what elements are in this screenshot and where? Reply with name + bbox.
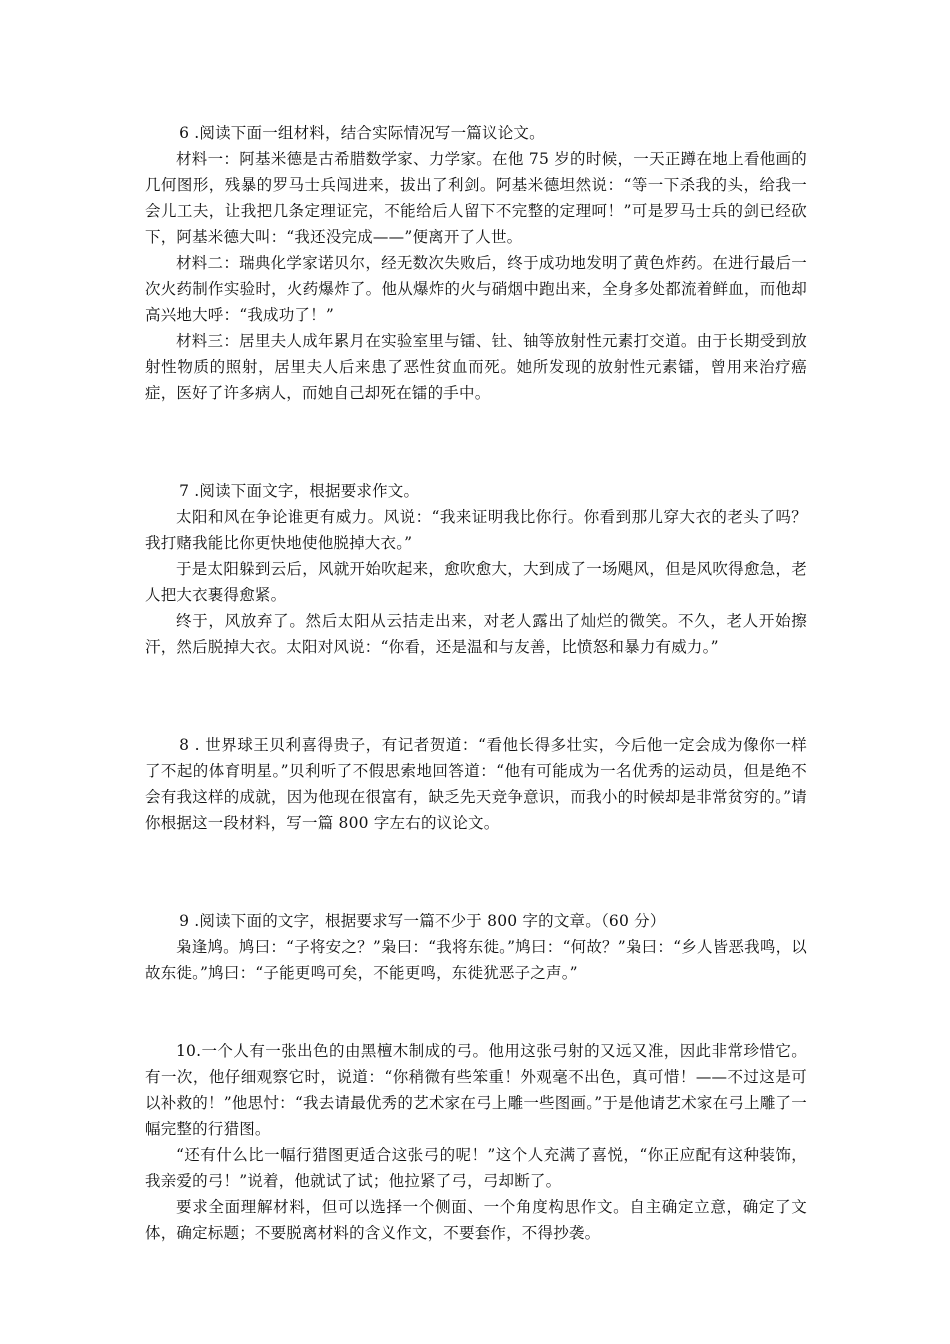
question-10 — [145, 1038, 807, 1246]
question-7-prompt: 7 .阅读下面文字，根据要求作文。 — [179, 482, 420, 500]
document-page — [145, 120, 807, 1246]
question-6-material-1: 材料一：阿基米德是古希腊数学家、力学家。在他 75 岁的时候，一天正蹲在地上看他画的几何图形，残暴的罗马士兵闯进来，拔出了利剑。阿基米德坦然说：“等一下杀我的头，给我一会儿工夫，让我把几条定理证完，不能给后人留下不完整的定理呵！”可是罗马士兵的剑已经砍下，阿基米德大叫：“我还没完成——”便离开了人世。 — [145, 150, 807, 246]
question-7-paragraph-3: 终于，风放弃了。然后太阳从云拮走出来，对老人露出了灿烂的微笑。不久，老人开始擦汗，然后脱掉大衣。太阳对风说：“你看，还是温和与友善，比愤怒和暴力有威力。” — [145, 612, 807, 656]
question-7 — [145, 478, 807, 660]
question-10-requirements: 要求全面理解材料，但可以选择一个侧面、一个角度构思作文。自主确定立意，确定了文体，确定标题；不要脱离材料的含义作文，不要套作，不得抄袭。 — [145, 1198, 807, 1242]
question-10-paragraph-2: “还有什么比一幅行猎图更适合这张弓的呢！”这个人充满了喜悦，“你正应配有这种装饰，我亲爱的弓！”说着，他就试了试；他拉紧了弓，弓却断了。 — [145, 1146, 807, 1190]
question-6-prompt: 6 .阅读下面一组材料，结合实际情况写一篇议论文。 — [179, 124, 545, 142]
question-7-paragraph-1: 太阳和风在争论谁更有威力。风说：“我来证明我比你行。你看到那儿穿大衣的老头了吗？我打赌我能比你更快地使他脱掉大衣。” — [145, 508, 807, 552]
question-6-material-2: 材料二：瑞典化学家诺贝尔，经无数次失败后，终于成功地发明了黄色炸药。在进行最后一次火药制作实验时，火药爆炸了。他从爆炸的火与硝烟中跑出来，全身多处都流着鲜血，而他却高兴地大呼：“我成功了！” — [145, 254, 807, 324]
question-6-material-3: 材料三：居里夫人成年累月在实验室里与镭、钍、铀等放射性元素打交道。由于长期受到放射性物质的照射，居里夫人后来患了恶性贫血而死。她所发现的放射性元素镭，曾用来治疗癌症，医好了许多病人，而她自己却死在镭的手中。 — [145, 332, 807, 402]
question-8 — [145, 732, 807, 836]
question-6 — [145, 120, 807, 406]
question-9-prompt: 9 .阅读下面的文字，根据要求写一篇不少于 800 字的文章。（60 分） — [179, 912, 666, 930]
question-9-paragraph-1: 枭逢鸠。鸠曰：“子将安之？”枭曰：“我将东徙。”鸠曰：“何故？”枭曰：“乡人皆恶我鸣，以故东徙。”鸠曰：“子能更鸣可矣，不能更鸣，东徙犹恶子之声。” — [145, 938, 807, 982]
question-7-paragraph-2: 于是太阳躲到云后，风就开始吹起来，愈吹愈大，大到成了一场飓风，但是风吹得愈急，老人把大衣裹得愈紧。 — [145, 560, 807, 604]
question-8-text: 8 . 世界球王贝利喜得贵子，有记者贺道：“看他长得多壮实，今后他一定会成为像你一样了不起的体育明星。”贝利听了不假思索地回答道：“他有可能成为一名优秀的运动员，但是绝不会有我这样的成就，因为他现在很富有，缺乏先天竞争意识，而我小的时候却是非常贫穷的。”请你根据这一段材料，写一篇 800 字左右的议论文。 — [145, 736, 807, 832]
question-10-paragraph-1: 10.一个人有一张出色的由黑檀木制成的弓。他用这张弓射的又远又准，因此非常珍惜它。有一次，他仔细观察它时，说道：“你稍微有些笨重！外观毫不出色，真可惜！——不过这是可以补救的！”他思忖：“我去请最优秀的艺术家在弓上雕一些图画。”于是他请艺术家在弓上雕了一幅完整的行猎图。 — [145, 1042, 807, 1138]
question-9 — [145, 908, 807, 986]
